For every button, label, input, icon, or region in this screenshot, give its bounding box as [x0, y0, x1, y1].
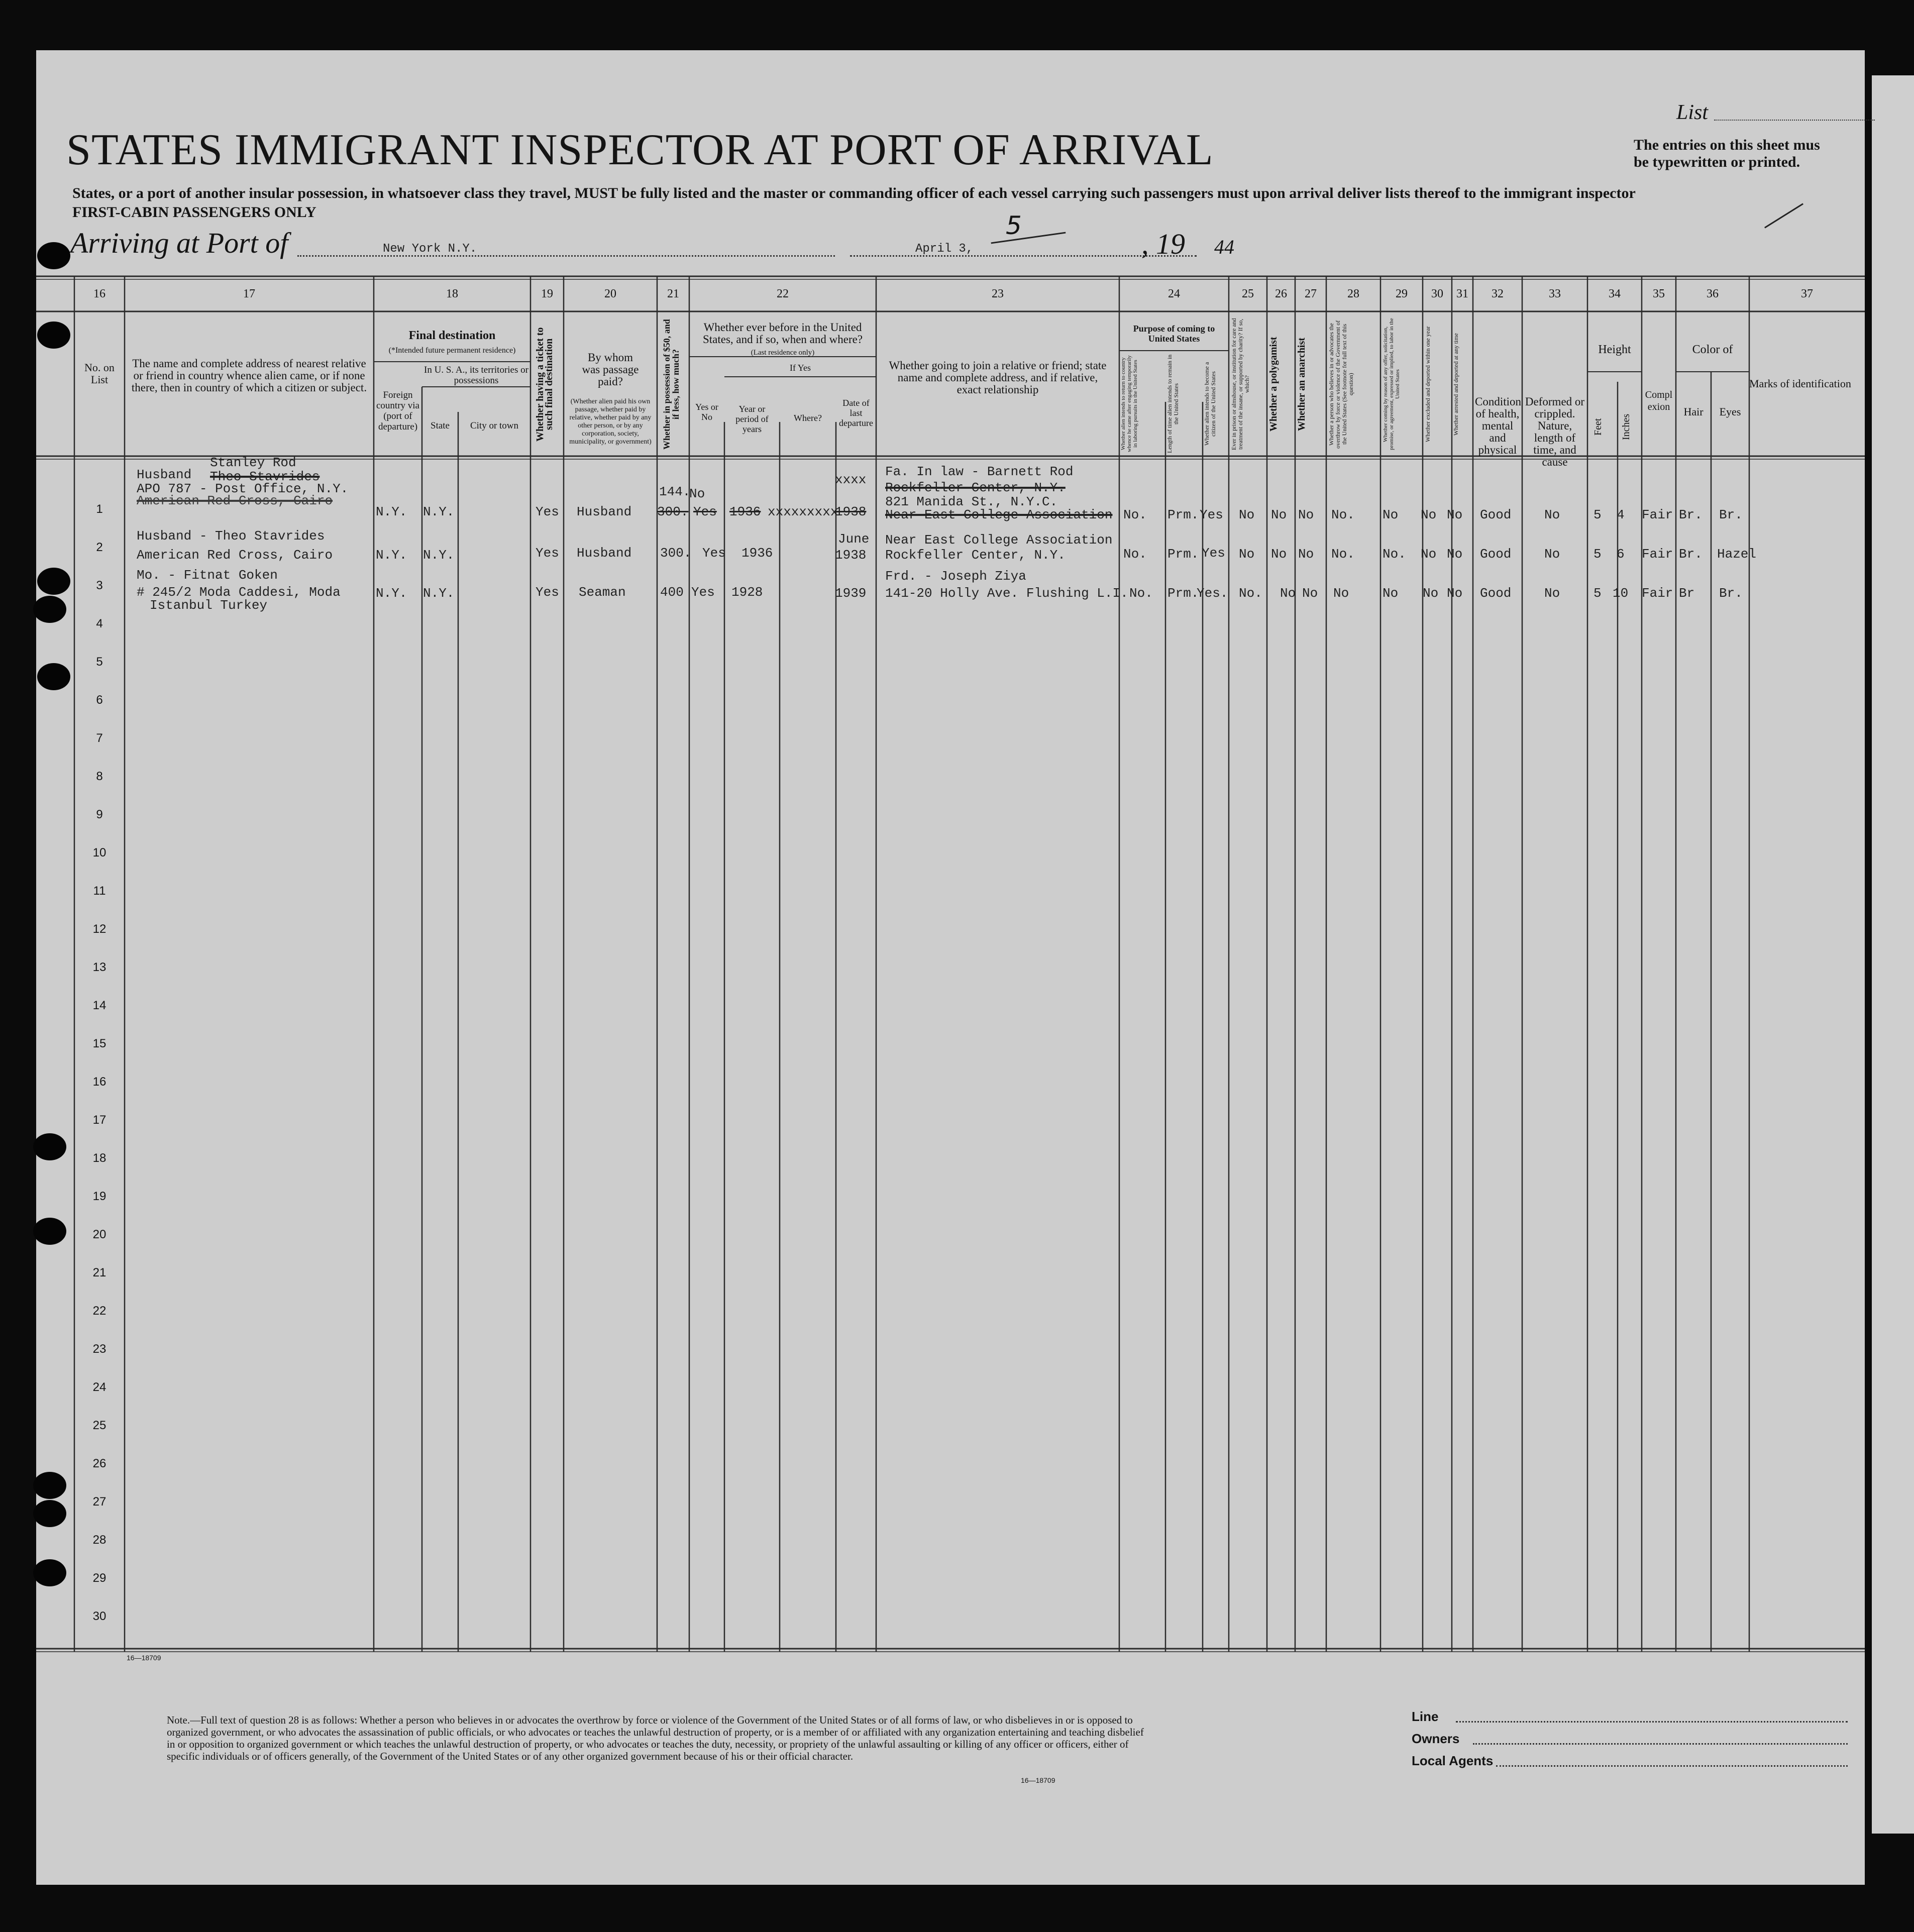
footer-line-label: Line — [1412, 1709, 1439, 1724]
footnote-form-number: 16—18709 — [1021, 1776, 1055, 1784]
hdr-yes-no: Yes or No — [695, 402, 718, 422]
e3-purpose-length: Prm. — [1167, 586, 1199, 601]
hdr-health: Condition of health, mental and physical — [1475, 395, 1522, 456]
row-number: 4 — [96, 617, 103, 630]
e2-q30: No — [1421, 547, 1437, 562]
col-num-25: 25 — [1242, 287, 1254, 300]
row-number: 21 — [92, 1266, 107, 1279]
e1-purpose-return: No. — [1123, 507, 1147, 522]
row-number: 26 — [92, 1457, 107, 1470]
e1-join-line2: 821 Manida St., N.Y.C. — [885, 494, 1058, 509]
e1-deformed: No — [1544, 507, 1560, 522]
e3-health: Good — [1480, 586, 1512, 601]
e2-address: American Red Cross, Cairo — [137, 548, 333, 563]
col-num-28: 28 — [1347, 287, 1359, 300]
punch-hole — [33, 596, 66, 623]
e2-state-1: N.Y. — [376, 548, 407, 563]
e2-anarchist: No — [1298, 547, 1314, 562]
e2-year: 1936 — [741, 546, 773, 561]
e3-purpose-citizen: Yes. — [1197, 586, 1228, 601]
e2-q31: No — [1447, 547, 1463, 562]
e2-inches: 6 — [1617, 547, 1625, 562]
e3-ticket: Yes — [536, 585, 559, 600]
e1-relative-name: Stanley Rod — [210, 455, 296, 470]
row-number: 3 — [96, 579, 103, 592]
hdr-foreign-country: Foreign country via (port of departure) — [376, 390, 419, 432]
row-number: 17 — [92, 1113, 107, 1127]
footer-line-field — [1456, 1721, 1848, 1723]
e3-state-1: N.Y. — [376, 586, 407, 601]
row-number: 15 — [92, 1037, 107, 1050]
row-number: 19 — [92, 1190, 107, 1203]
row-number: 5 — [96, 655, 103, 669]
footnote-question-28: Note.—Full text of question 28 is as follows: Whether a person who believes in or advocates the overthrow by force or violence of the Government of the United States or of all forms of law, or who disbelieves in or is opposed to organized government, or who advocates the assassination of public officials, or who advocates or teaches the unlawful destruction of property, or is a member of or affiliated with any organization entertaining and teaching disbelief in or opposition to organized government or which teaches the unlawful destruction of property, or who advocates or teaches the duty, necessity, or propriety of the unlawful assaulting or killing of any officer or officers, either of specific individuals or of officers generally, of the Government of the United States or of any other organized government because of his or their official character. — [167, 1714, 1144, 1762]
hdr-in-usa: In U. S. A., its territories or possessions — [424, 365, 528, 386]
hdr-purpose: Purpose of coming to United States — [1133, 324, 1215, 344]
col-num-17: 17 — [243, 287, 255, 300]
row-number: 13 — [92, 960, 107, 974]
hdr-marks: Marks of identification — [1749, 378, 1851, 390]
e3-relation: Mo. - Fitnat Goken — [137, 568, 278, 583]
e3-year: 1928 — [731, 585, 763, 600]
punch-hole — [33, 1133, 66, 1160]
e3-deformed: No — [1544, 586, 1560, 601]
col-num-16: 16 — [93, 287, 105, 300]
row-number: 22 — [92, 1304, 107, 1318]
row-number: 12 — [92, 922, 107, 936]
row-number: 6 — [96, 693, 103, 707]
punch-hole — [33, 1472, 66, 1499]
e2-complexion: Fair — [1642, 547, 1673, 562]
e3-q30: No — [1423, 586, 1439, 601]
hdr-city: City or town — [470, 420, 519, 431]
col-num-18: 18 — [446, 287, 458, 300]
list-label: List — [1676, 101, 1709, 124]
punch-hole — [37, 242, 70, 269]
e3-feet: 5 — [1593, 586, 1602, 601]
hdr-purpose-citizen: Whether alien intends to become a citizen of the United States — [1203, 362, 1217, 446]
year-suffix: 44 — [1214, 236, 1234, 258]
e1-q29: No — [1383, 507, 1399, 522]
col-num-33: 33 — [1549, 287, 1561, 300]
row-number: 8 — [96, 770, 103, 783]
e2-purpose-citizen: Yes — [1202, 546, 1225, 561]
e2-relation: Husband - Theo Stavrides — [137, 528, 325, 544]
punch-hole — [33, 1500, 66, 1527]
passenger-class: FIRST-CABIN PASSENGERS ONLY — [72, 204, 316, 221]
e1-inches: 4 — [1617, 507, 1625, 522]
e2-eyes: Hazel — [1717, 547, 1757, 562]
date-correction: 5 — [1006, 211, 1022, 240]
row-number: 23 — [92, 1342, 107, 1356]
e3-q31: No — [1447, 586, 1463, 601]
e3-purpose-return: No. — [1129, 586, 1153, 601]
row-number: 9 — [96, 808, 103, 821]
hdr-final-destination: Final destination — [408, 329, 496, 342]
e1-paid-by: Husband — [577, 504, 632, 519]
col-num-36: 36 — [1707, 287, 1719, 300]
e1-relative-struck: Theo Stavrides — [210, 469, 320, 484]
year-prefix: , 19 — [1141, 228, 1185, 260]
hdr-q30: Whether excluded and deported within one year — [1424, 326, 1431, 443]
manifest-sheet — [36, 50, 1865, 1885]
footer-agents-label: Local Agents — [1412, 1753, 1494, 1768]
col-num-19: 19 — [541, 287, 553, 300]
row-number: 14 — [92, 999, 107, 1012]
e2-money: 300. — [660, 546, 692, 561]
e1-prison: No — [1239, 507, 1255, 522]
row-number: 18 — [92, 1151, 107, 1165]
e1-q30: No — [1421, 507, 1437, 522]
e2-join-line2: Rockfeller Center, N.Y. — [885, 548, 1066, 563]
e1-q31: No — [1447, 507, 1463, 522]
e2-q28: No. — [1331, 547, 1355, 562]
hdr-purpose-length: Length of time alien intends to remain in the United States — [1166, 354, 1180, 454]
e3-hair: Br — [1679, 586, 1695, 601]
e2-join-line1: Near East College Association — [885, 532, 1113, 548]
e1-date-struck: xxxx — [835, 472, 867, 487]
e1-health: Good — [1480, 507, 1512, 522]
e2-purpose-return: No. — [1123, 547, 1147, 562]
e1-ticket: Yes — [536, 504, 559, 519]
hdr-nearest-relative: The name and complete address of nearest relative or friend in country whence alien came, or if none there, then in country of which a citizen or subject. — [131, 357, 367, 394]
punch-hole — [37, 663, 70, 690]
e2-purpose-length: Prm. — [1167, 547, 1199, 562]
e1-ever-struck: Yes — [693, 504, 717, 519]
hdr-q28: Whether a person who believes in or advocates the overthrow by force or violence of the Government of the United States (See footnote for full text of this question) — [1328, 320, 1354, 449]
e2-hair: Br. — [1679, 547, 1703, 562]
row-number: 24 — [92, 1380, 107, 1394]
e2-health: Good — [1480, 547, 1512, 562]
e3-anarchist: No — [1302, 586, 1318, 601]
hdr-complexion: Complexion — [1645, 389, 1673, 412]
e1-purpose-length: Prm. — [1167, 507, 1199, 522]
e1-anarchist: No — [1298, 507, 1314, 522]
e3-prison: No. — [1239, 586, 1262, 601]
e2-prison: No — [1239, 547, 1255, 562]
col-num-24: 24 — [1168, 287, 1180, 300]
col-num-21: 21 — [667, 287, 679, 300]
e2-q29: No. — [1383, 547, 1406, 562]
e3-address-2: Istanbul Turkey — [150, 598, 268, 613]
hdr-date-departure: Date of last departure — [839, 398, 873, 428]
col-num-27: 27 — [1305, 287, 1317, 300]
col-num-34: 34 — [1609, 287, 1621, 300]
hdr-last-residence: (Last residence only) — [751, 349, 815, 357]
e3-eyes: Br. — [1719, 586, 1743, 601]
row-number: 20 — [92, 1228, 107, 1241]
e2-polygamist: No — [1271, 547, 1287, 562]
e1-year-struck: 1936 — [729, 504, 761, 519]
page-title: STATES IMMIGRANT INSPECTOR AT PORT OF ARRIVAL — [66, 126, 1214, 174]
form-number: 16—18709 — [127, 1654, 161, 1662]
row-number: 29 — [92, 1571, 107, 1585]
hdr-inches: Inches — [1621, 413, 1632, 441]
e3-complexion: Fair — [1642, 586, 1673, 601]
hdr-purpose-return: Whether alien intends to return to country whence he came after engaging temporarily in laboring pursuits in the United States — [1120, 355, 1138, 453]
e3-inches: 10 — [1613, 586, 1629, 601]
row-number: 2 — [96, 541, 103, 554]
port-value: New York N.Y. — [383, 242, 477, 256]
e3-polygamist: No — [1280, 586, 1296, 601]
punch-hole — [33, 1559, 66, 1586]
row-number: 30 — [92, 1609, 107, 1623]
punch-hole — [37, 568, 70, 595]
e3-q28: No — [1333, 586, 1349, 601]
adjacent-page-strip — [1872, 75, 1914, 1834]
e1-money-old: 300. — [657, 504, 689, 519]
hdr-state: State — [431, 420, 450, 431]
e1-relation: Husband — [137, 467, 192, 482]
e1-join-line1-struck: Rockfeller Center, N.Y. — [885, 480, 1066, 495]
col-num-35: 35 — [1653, 287, 1665, 300]
e2-deformed: No — [1544, 547, 1560, 562]
date-value: April 3, — [915, 242, 974, 256]
e2-ticket: Yes — [536, 546, 559, 561]
hdr-prison: Ever in prison or almshouse, or institution for care and treatment of the insane, or supported by charity? If so, which? — [1230, 318, 1250, 451]
punch-hole — [37, 321, 70, 349]
e1-polygamist: No — [1271, 507, 1287, 522]
hdr-q31: Whether arrested and deported at any time — [1452, 333, 1459, 436]
e1-where-struck: xxxxxxxxx — [768, 504, 838, 519]
e1-complexion: Fair — [1642, 507, 1673, 522]
hdr-join-relative: Whether going to join a relative or friend; state name and complete address, and if relative, exact relationship — [889, 359, 1107, 396]
hdr-passage-paid: By whom was passage paid? — [582, 351, 639, 388]
e1-purpose-citizen: Yes — [1200, 507, 1223, 522]
e1-eyes: Br. — [1719, 507, 1743, 522]
col-num-31: 31 — [1456, 287, 1468, 300]
hdr-feet: Feet — [1592, 418, 1604, 436]
footer-owners-field — [1473, 1743, 1848, 1745]
col-num-37: 37 — [1801, 287, 1813, 300]
e2-paid-by: Husband — [577, 546, 632, 561]
arriving-label: Arriving at Port of — [70, 227, 288, 259]
row-number: 7 — [96, 731, 103, 745]
e1-address-struck: American Red Cross, Cairo — [137, 493, 333, 508]
row-number: 10 — [92, 846, 107, 860]
hdr-year-period: Year or period of years — [735, 404, 769, 434]
entries-note-line2: be typewritten or printed. — [1634, 154, 1800, 170]
hdr-ever-before: Whether ever before in the United States, and if so, when and where? — [702, 321, 863, 346]
row-number: 27 — [92, 1495, 107, 1509]
e3-date: 1939 — [835, 586, 867, 601]
row-number: 1 — [96, 502, 103, 516]
e2-ever: Yes — [702, 546, 726, 561]
hdr-anarchist: Whether an anarchist — [1296, 338, 1307, 431]
e3-money: 400 — [660, 585, 684, 600]
punch-hole — [33, 1218, 66, 1245]
e3-join-line1: Frd. - Joseph Ziya — [885, 569, 1026, 584]
e1-money-no: No — [689, 486, 705, 501]
e3-address: # 245/2 Moda Caddesi, Moda — [137, 585, 341, 600]
hdr-q29: Whether coming by reason of any offer, solicitation, promise, or agreement, expressed or implied, to labor in the United States — [1383, 318, 1401, 451]
col-num-23: 23 — [992, 287, 1004, 300]
col-num-30: 30 — [1431, 287, 1443, 300]
hdr-hair: Hair — [1683, 405, 1704, 418]
e2-state-2: N.Y. — [423, 548, 455, 563]
hdr-eyes: Eyes — [1719, 405, 1741, 418]
hdr-if-yes: If Yes — [789, 363, 811, 373]
col-num-32: 32 — [1492, 287, 1504, 300]
e1-state-1: N.Y. — [376, 504, 407, 519]
e1-address: APO 787 - Post Office, N.Y. — [137, 481, 349, 496]
e2-month: June — [838, 531, 870, 547]
e1-q28: No. — [1331, 507, 1355, 522]
hdr-polygamist: Whether a polygamist — [1268, 337, 1279, 432]
e1-money-new: 144. — [659, 484, 691, 499]
hdr-no-on-list: No. on List — [84, 361, 115, 386]
e3-paid-by: Seaman — [579, 585, 626, 600]
e1-join-line1: Fa. In law - Barnett Rod — [885, 464, 1074, 479]
col-num-22: 22 — [777, 287, 789, 300]
e3-q29: No — [1383, 586, 1399, 601]
row-number: 28 — [92, 1533, 107, 1547]
hdr-color-of: Color of — [1692, 343, 1733, 356]
hdr-deformed: Deformed or crippled. Nature, length of time, and cause — [1525, 395, 1585, 468]
e1-state-2: N.Y. — [423, 504, 455, 519]
hdr-height: Height — [1598, 343, 1631, 356]
col-num-29: 29 — [1396, 287, 1408, 300]
e2-date: 1938 — [835, 548, 867, 563]
row-number: 11 — [93, 884, 106, 898]
e1-join-line2-struck: Near East College Association — [885, 507, 1113, 522]
e1-feet: 5 — [1593, 507, 1602, 522]
col-num-20: 20 — [604, 287, 616, 300]
e3-state-2: N.Y. — [423, 586, 455, 601]
e1-date-old: 1938 — [835, 504, 867, 519]
hdr-ticket: Whether having a ticket to such final destination — [535, 327, 555, 442]
instructions-line: States, or a port of another insular possession, in whatsoever class they travel, MUST be fully listed and the master or commanding officer of each vessel carrying such passengers must upon arrival deliver lists thereof to the immigrant inspector — [72, 185, 1636, 201]
footer-owners-label: Owners — [1412, 1731, 1460, 1746]
footer-agents-field — [1496, 1765, 1848, 1767]
e2-feet: 5 — [1593, 547, 1602, 562]
e3-ever: Yes — [691, 585, 715, 600]
hdr-where: Where? — [794, 413, 822, 423]
row-number: 16 — [92, 1075, 107, 1089]
row-number: 25 — [92, 1419, 107, 1432]
entries-note-line1: The entries on this sheet mus — [1634, 137, 1820, 153]
e1-hair: Br. — [1679, 507, 1703, 522]
hdr-final-destination-note: (*Intended future permanent residence) — [388, 346, 516, 355]
hdr-passage-note: (Whether alien paid his own passage, whether paid by relative, whether paid by any other person, or by any corporation, society, municipality, or government) — [569, 398, 652, 446]
e3-join-line2: 141-20 Holly Ave. Flushing L.I. — [885, 586, 1128, 601]
col-num-26: 26 — [1275, 287, 1287, 300]
hdr-money: Whether in possession of $50, and if less, how much? — [662, 319, 681, 450]
